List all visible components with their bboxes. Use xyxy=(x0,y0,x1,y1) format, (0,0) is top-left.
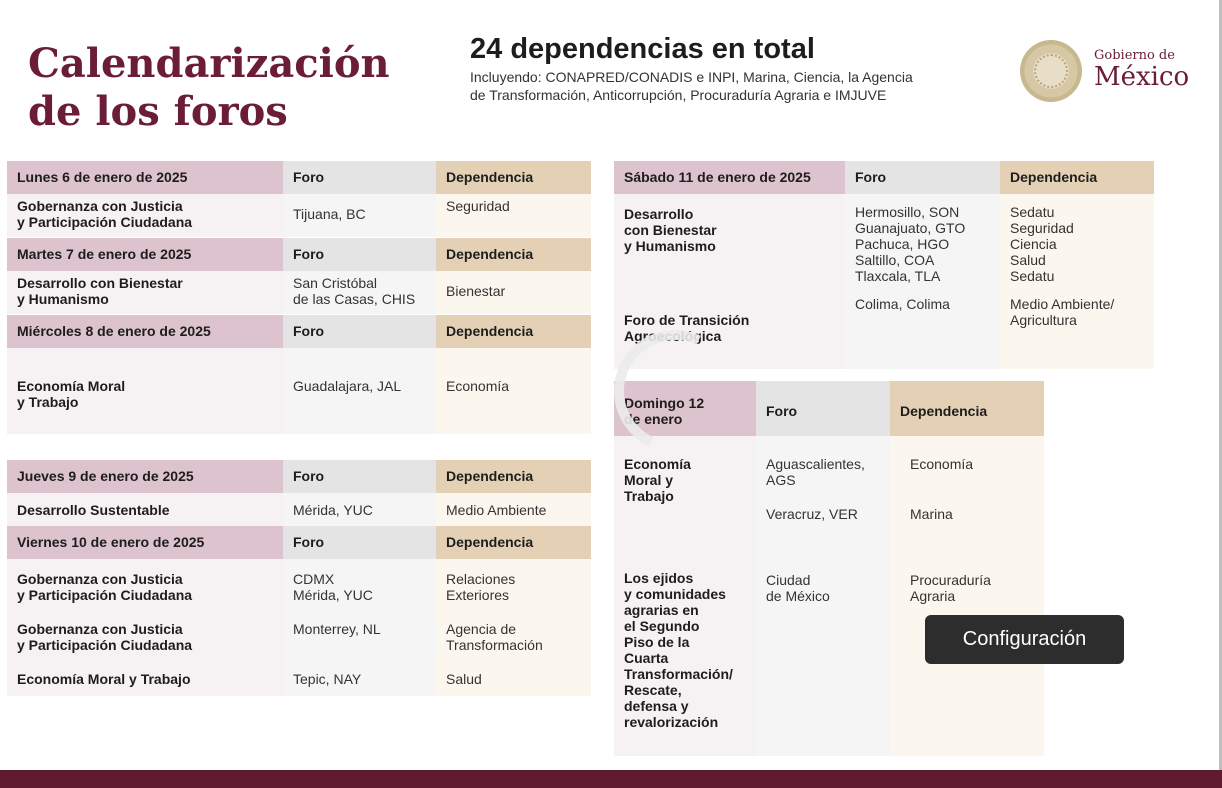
day-date: Miércoles 8 de enero de 2025 xyxy=(7,315,283,348)
foro-cell: Tijuana, BC xyxy=(283,194,436,237)
dependencia-header: Dependencia xyxy=(890,381,1044,436)
title-line-2: de los foros xyxy=(28,88,288,135)
day-date: Viernes 10 de enero de 2025 xyxy=(7,526,283,559)
subheader xyxy=(470,32,1010,104)
topic-cell: Economía Moral y Trabajo xyxy=(7,348,283,434)
settings-tooltip: Configuración xyxy=(925,615,1124,664)
logo-text-bottom: México xyxy=(1094,62,1190,92)
gobierno-logo xyxy=(1020,40,1200,104)
subheader-line-1: Incluyendo: CONAPRED/CONADIS e INPI, Marina, Ciencia, la Agencia xyxy=(470,69,913,85)
day-date: Lunes 6 de enero de 2025 xyxy=(7,161,283,194)
dependencia-cell: Sedatu Seguridad Ciencia Salud Sedatu Medio Ambiente/ Agricultura xyxy=(1000,194,1154,369)
page-title xyxy=(28,40,428,136)
foro-cell: CDMX Mérida, YUC Monterrey, NL Tepic, NAY xyxy=(283,559,436,696)
foro-header: Foro xyxy=(283,161,436,194)
title-line-1: Calendarización xyxy=(28,40,390,87)
foro-cell: San Cristóbal de las Casas, CHIS xyxy=(283,271,436,314)
topic-cell: Desarrollo con Bienestar y Humanismo xyxy=(7,271,283,314)
dependencia-header: Dependencia xyxy=(436,161,591,194)
topic-cell: Economía Moral y Trabajo Los ejidos y comunidades agrarias en el Segundo Piso de la Cuarta Transformación/ Rescate, defensa y revalorización xyxy=(614,436,756,756)
foro-cell: Hermosillo, SON Guanajuato, GTO Pachuca, HGO Saltillo, COA Tlaxcala, TLA Colima, Colima xyxy=(845,194,1000,369)
foro-header: Foro xyxy=(283,238,436,271)
day-date: Martes 7 de enero de 2025 xyxy=(7,238,283,271)
dependencia-cell: Relaciones Exteriores Agencia de Transformación Salud xyxy=(436,559,591,696)
day-date: Sábado 11 de enero de 2025 xyxy=(614,161,845,194)
foro-header: Foro xyxy=(283,315,436,348)
topic-cell: Desarrollo con Bienestar y Humanismo Foro de Transición Agroecológica xyxy=(614,194,845,369)
foro-cell: Aguascalientes, AGS Veracruz, VER Ciudad de México xyxy=(756,436,890,756)
dependencia-header: Dependencia xyxy=(436,315,591,348)
dependencia-header: Dependencia xyxy=(1000,161,1154,194)
national-seal-icon xyxy=(1020,40,1082,102)
subheader-description xyxy=(470,68,1010,104)
bottom-bar xyxy=(0,770,1222,788)
foro-cell: Guadalajara, JAL xyxy=(283,348,436,434)
dependencia-cell: Medio Ambiente xyxy=(436,493,591,526)
dependencia-header: Dependencia xyxy=(436,526,591,559)
dependencia-cell: Seguridad xyxy=(436,194,591,237)
dependencia-header: Dependencia xyxy=(436,238,591,271)
dependencia-header: Dependencia xyxy=(436,460,591,493)
day-date: Domingo 12 de enero xyxy=(614,381,756,436)
subheader-heading: 24 dependencias en total xyxy=(470,33,815,65)
dependencia-cell: Bienestar xyxy=(436,271,591,314)
foro-header: Foro xyxy=(845,161,1000,194)
topic-cell: Desarrollo Sustentable xyxy=(7,493,283,526)
foro-header: Foro xyxy=(283,526,436,559)
dependencia-cell: Economía Marina Procuraduría Agraria xyxy=(890,436,1044,756)
subheader-line-2: de Transformación, Anticorrupción, Procuraduría Agraria e IMJUVE xyxy=(470,87,887,103)
foro-header: Foro xyxy=(283,460,436,493)
topic-cell: Gobernanza con Justicia y Participación Ciudadana Gobernanza con Justicia y Participación Ciudadana Economía Moral y Trabajo xyxy=(7,559,283,696)
logo-text-top: Gobierno de xyxy=(1094,48,1175,63)
schedule-left xyxy=(7,161,591,696)
topic-cell: Gobernanza con Justicia y Participación Ciudadana xyxy=(7,194,283,237)
foro-header: Foro xyxy=(756,381,890,436)
foro-cell: Mérida, YUC xyxy=(283,493,436,526)
day-date: Jueves 9 de enero de 2025 xyxy=(7,460,283,493)
dependencia-cell: Economía xyxy=(436,348,591,434)
